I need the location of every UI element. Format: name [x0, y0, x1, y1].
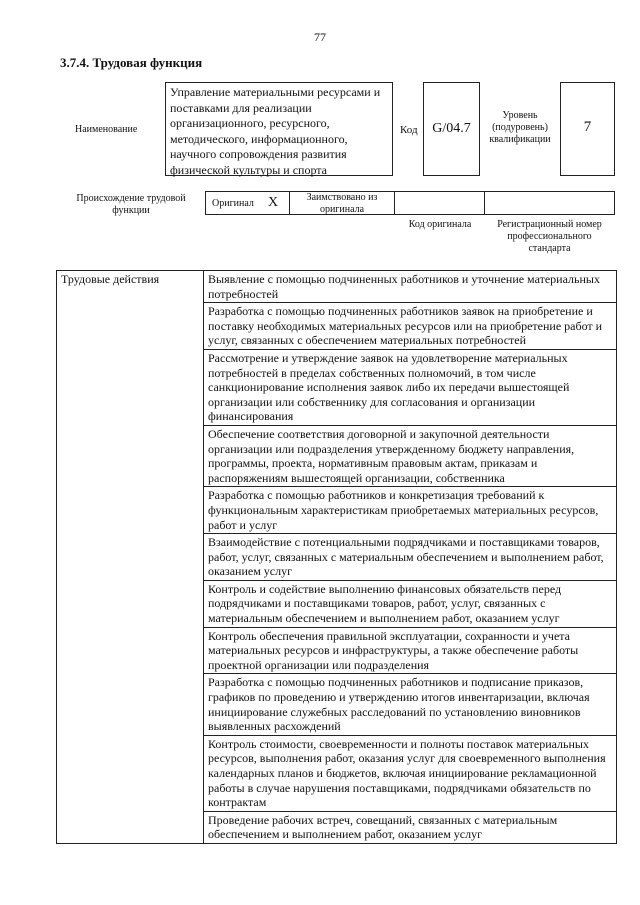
labor-action-item: Разработка с помощью подчиненных работников заявок на приобретение и поставку необходимых материальных ресурсов или на приобретение работ и услуг, связанных с обеспечением материальных потребностей	[204, 303, 617, 350]
original-mark: X	[268, 195, 279, 210]
labor-action-item: Контроль и содействие выполнению финансовых обязательств перед подрядчиками и поставщиками товаров, работ, услуг, связанных с материальным обеспечением и выполнением работ, оказанием услуг	[204, 580, 617, 627]
labor-action-item: Рассмотрение и утверждение заявок на удовлетворение материальных потребностей в пределах собственных полномочий, в том числе санкционирование исполнения заявок либо их передачи вышестоящей организации или собственнику для согласования и организации финансирования	[204, 349, 617, 425]
labor-action-item: Обеспечение соответствия договорной и закупочной деятельности организации или подразделения утвержденному бюджету направления, программы, проекта, нормативным правовым актам, приказам и распоряжениям вышестоящей организации, собственника	[204, 425, 617, 486]
borrowed-cell	[290, 191, 395, 215]
code-original-caption: Код оригинала	[408, 219, 472, 230]
labor-action-item: Взаимодействие с потенциальными подрядчиками и поставщиками товаров, работ, услуг, связанных с материальным обеспечением и выполнением работ, оказанием услуг	[204, 534, 617, 581]
page-number: 77	[314, 30, 326, 44]
code-label: Код	[400, 124, 418, 136]
labor-action-item: Разработка с помощью подчиненных работников и подписание приказов, графиков по проведению и утверждению итогов инвентаризации, включая инициирование служебных расследований по установлению виновников выявленных расхождений	[204, 674, 617, 735]
reg-number-caption: Регистрационный номер профессионального стандарта	[497, 219, 602, 254]
original-label: Оригинал	[212, 198, 254, 209]
code-value: G/04.7	[423, 82, 480, 176]
section-title: 3.7.4. Трудовая функция	[60, 55, 203, 70]
labor-action-item: Контроль обеспечения правильной эксплуатации, сохранности и учета материальных ресурсов и инфраструктуры, а также обеспечение работы проектной организации или подразделения	[204, 627, 617, 674]
labor-action-item: Проведение рабочих встреч, совещаний, связанных с материальным обеспечением и выполнением работ, оказанием услуг	[204, 811, 617, 843]
labor-actions-table	[56, 270, 617, 844]
labor-action-item: Разработка с помощью работников и конкретизация требований к функциональным характеристикам приобретаемых материальных ресурсов, работ и услуг	[204, 487, 617, 534]
original-cell	[205, 191, 290, 215]
level-value: 7	[560, 82, 615, 176]
level-label: Уровень (подуровень) квалификации	[489, 110, 551, 145]
name-label: Наименование	[75, 124, 138, 135]
origin-label: Происхождение трудовой функции	[76, 193, 186, 216]
code-original-cell	[395, 191, 485, 215]
name-value: Управление материальными ресурсами и поставками для реализации организационного, ресурсного, методического, информационного, научного сопровождения развития физической культуры и спорта	[165, 82, 393, 176]
table-row	[57, 271, 617, 303]
reg-number-cell	[485, 191, 615, 215]
labor-action-item: Выявление с помощью подчиненных работников и уточнение материальных потребностей	[204, 271, 617, 303]
labor-action-item: Контроль стоимости, своевременности и полноты поставок материальных ресурсов, выполнения работ, оказания услуг для своевременного выполнения календарных планов и бюджетов, включая инициирование рекламационной работы в случае нарушения поставщиками, подрядчиками обязательств по контрактам	[204, 735, 617, 811]
borrowed-label: Заимствовано из оригинала	[306, 192, 378, 215]
labor-actions-label: Трудовые действия	[57, 271, 204, 844]
origin-row	[205, 191, 615, 215]
